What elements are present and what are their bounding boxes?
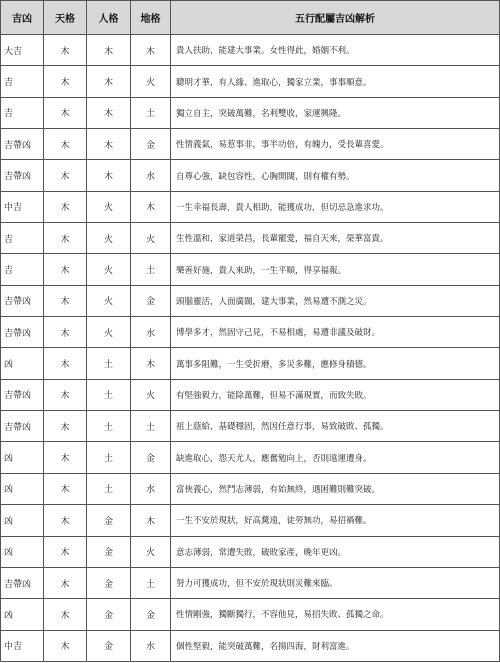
table-row — [1, 473, 500, 504]
cell-tiange: 木 — [44, 191, 87, 222]
cell-dige: 水 — [131, 160, 171, 191]
cell-dige: 金 — [131, 129, 171, 160]
cell-analysis: 獨立自主，突破萬難，名利雙收，家運興隆。 — [171, 97, 500, 128]
cell-analysis: 有堅強毅力，能除萬難，但易不滿現實，而致失敗。 — [171, 379, 500, 410]
cell-dige: 水 — [131, 630, 171, 661]
table-row — [1, 536, 500, 567]
cell-tiange: 木 — [44, 505, 87, 536]
table-header-row — [1, 1, 500, 35]
table-row — [1, 35, 500, 66]
cell-tiange: 木 — [44, 630, 87, 661]
cell-renge: 木 — [87, 129, 131, 160]
cell-tiange: 木 — [44, 411, 87, 442]
cell-analysis: 富俠義心，然鬥志薄弱，有始無終，遇困難則難突破。 — [171, 473, 500, 504]
cell-renge: 土 — [87, 411, 131, 442]
table-row — [1, 505, 500, 536]
cell-jixiong: 中吉 — [1, 191, 44, 222]
cell-jixiong: 吉 — [1, 223, 44, 254]
cell-renge: 火 — [87, 285, 131, 316]
cell-renge: 木 — [87, 35, 131, 66]
cell-jixiong: 凶 — [1, 442, 44, 473]
cell-analysis: 缺進取心，怨天尤人，應奮勉向上，否則遠運遭身。 — [171, 442, 500, 473]
cell-tiange: 木 — [44, 317, 87, 348]
cell-tiange: 木 — [44, 348, 87, 379]
cell-analysis: 祖上蔭給，基礎穩固，然因任意行事，易致破敗、孤獨。 — [171, 411, 500, 442]
table-row — [1, 66, 500, 97]
cell-jixiong: 大吉 — [1, 35, 44, 66]
header-dige: 地格 — [131, 1, 171, 35]
cell-jixiong: 吉帶凶 — [1, 411, 44, 442]
table-row — [1, 599, 500, 630]
cell-analysis: 自尊心強，缺包容性，心胸開闊，則有權有勢。 — [171, 160, 500, 191]
cell-renge: 金 — [87, 505, 131, 536]
cell-renge: 火 — [87, 223, 131, 254]
cell-analysis: 一生不安於現狀，好高騖遠，徒勞無功，易招禍難。 — [171, 505, 500, 536]
cell-tiange: 木 — [44, 442, 87, 473]
cell-analysis: 頭腦靈活，人面廣闊，建大事業，然易遭不測之災。 — [171, 285, 500, 316]
cell-jixiong: 凶 — [1, 473, 44, 504]
cell-tiange: 木 — [44, 129, 87, 160]
cell-analysis: 萬事多阻難，一生受折磨，多災多難，應修身積德。 — [171, 348, 500, 379]
table-row — [1, 630, 500, 661]
cell-renge: 火 — [87, 191, 131, 222]
cell-jixiong: 吉 — [1, 66, 44, 97]
header-tiange: 天格 — [44, 1, 87, 35]
cell-renge: 土 — [87, 473, 131, 504]
cell-analysis: 性情剛強，獨斷獨行，不容他見，易招失敗、孤獨之命。 — [171, 599, 500, 630]
cell-tiange: 木 — [44, 66, 87, 97]
cell-jixiong: 凶 — [1, 599, 44, 630]
table-row — [1, 442, 500, 473]
header-renge: 人格 — [87, 1, 131, 35]
cell-dige: 木 — [131, 191, 171, 222]
table-row — [1, 129, 500, 160]
table-row — [1, 411, 500, 442]
cell-dige: 金 — [131, 442, 171, 473]
cell-dige: 水 — [131, 317, 171, 348]
cell-renge: 木 — [87, 66, 131, 97]
cell-renge: 火 — [87, 317, 131, 348]
cell-dige: 土 — [131, 254, 171, 285]
cell-analysis: 聰明才華，有人緣、進取心，獨家立業，事事順意。 — [171, 66, 500, 97]
cell-tiange: 木 — [44, 536, 87, 567]
table-row — [1, 223, 500, 254]
table-row — [1, 97, 500, 128]
cell-renge: 金 — [87, 567, 131, 598]
cell-analysis: 貴人扶助，能建大事業。女性得此，婚姻不利。 — [171, 35, 500, 66]
cell-dige: 火 — [131, 66, 171, 97]
cell-renge: 金 — [87, 536, 131, 567]
cell-dige: 土 — [131, 567, 171, 598]
cell-analysis: 個性堅毅，能突破萬難，名揚四海，財利富進。 — [171, 630, 500, 661]
cell-jixiong: 凶 — [1, 505, 44, 536]
cell-renge: 土 — [87, 348, 131, 379]
table-row — [1, 254, 500, 285]
cell-dige: 金 — [131, 285, 171, 316]
cell-tiange: 木 — [44, 285, 87, 316]
cell-dige: 土 — [131, 97, 171, 128]
cell-renge: 木 — [87, 97, 131, 128]
cell-tiange: 木 — [44, 35, 87, 66]
cell-analysis: 博學多才，然固守己見，不易相處，易遭非議及破財。 — [171, 317, 500, 348]
cell-analysis: 意志薄弱，常遭失敗，破敗家產，晚年更凶。 — [171, 536, 500, 567]
cell-dige: 火 — [131, 379, 171, 410]
cell-tiange: 木 — [44, 599, 87, 630]
cell-jixiong: 凶 — [1, 348, 44, 379]
cell-renge: 金 — [87, 599, 131, 630]
cell-analysis: 生性溫和，家道榮昌，長輩寵愛，福自天來，榮華富貴。 — [171, 223, 500, 254]
cell-tiange: 木 — [44, 160, 87, 191]
cell-jixiong: 吉 — [1, 97, 44, 128]
cell-jixiong: 吉帶凶 — [1, 129, 44, 160]
cell-tiange: 木 — [44, 254, 87, 285]
table-row — [1, 285, 500, 316]
cell-analysis: 一生幸福長壽，貴人相助，能獲成功，但切忌急進求功。 — [171, 191, 500, 222]
cell-tiange: 木 — [44, 97, 87, 128]
cell-dige: 金 — [131, 599, 171, 630]
cell-renge: 火 — [87, 254, 131, 285]
cell-renge: 土 — [87, 442, 131, 473]
cell-renge: 土 — [87, 379, 131, 410]
table-row — [1, 379, 500, 410]
cell-jixiong: 吉帶凶 — [1, 567, 44, 598]
cell-analysis: 性情義氣，易惹事非，事半功倍，有魄力，受長輩喜愛。 — [171, 129, 500, 160]
table-body — [1, 35, 500, 662]
cell-dige: 木 — [131, 348, 171, 379]
cell-renge: 木 — [87, 160, 131, 191]
cell-jixiong: 吉 — [1, 254, 44, 285]
cell-tiange: 木 — [44, 473, 87, 504]
table-row — [1, 160, 500, 191]
cell-tiange: 木 — [44, 223, 87, 254]
cell-dige: 木 — [131, 505, 171, 536]
cell-tiange: 木 — [44, 567, 87, 598]
cell-analysis: 樂善好施，貴人來助，一生平順，得享福報。 — [171, 254, 500, 285]
table-row — [1, 348, 500, 379]
cell-dige: 火 — [131, 536, 171, 567]
cell-jixiong: 凶 — [1, 536, 44, 567]
cell-tiange: 木 — [44, 379, 87, 410]
header-jixiong: 吉凶 — [1, 1, 44, 35]
header-analysis: 五行配屬吉凶解析 — [171, 1, 500, 35]
cell-renge: 金 — [87, 630, 131, 661]
cell-dige: 火 — [131, 223, 171, 254]
cell-dige: 土 — [131, 411, 171, 442]
cell-analysis: 努力可獲成功，但不安於現狀則災難來臨。 — [171, 567, 500, 598]
table-row — [1, 191, 500, 222]
cell-dige: 水 — [131, 473, 171, 504]
cell-jixiong: 吉帶凶 — [1, 317, 44, 348]
cell-jixiong: 吉帶凶 — [1, 379, 44, 410]
table-row — [1, 567, 500, 598]
cell-jixiong: 中吉 — [1, 630, 44, 661]
cell-jixiong: 吉帶凶 — [1, 160, 44, 191]
cell-jixiong: 吉帶凶 — [1, 285, 44, 316]
cell-dige: 木 — [131, 35, 171, 66]
table-row — [1, 317, 500, 348]
